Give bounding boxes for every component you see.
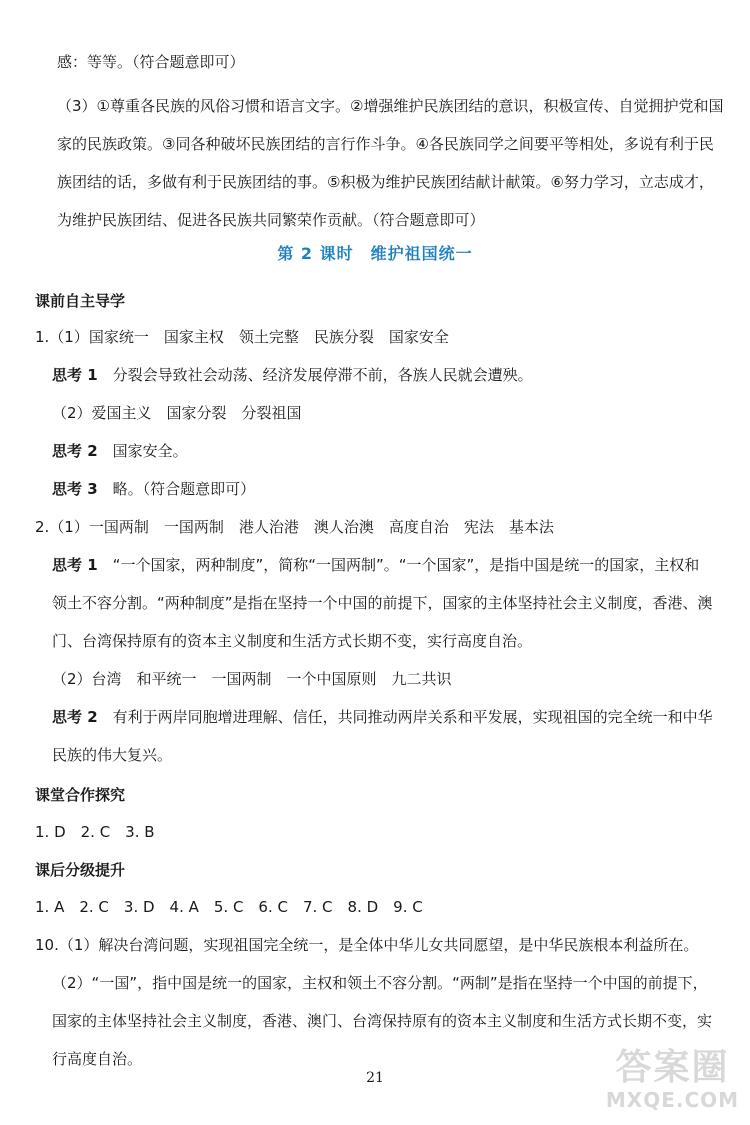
text-line: 思考 1 “一个国家，两种制度”，简称“一国两制”。“一个国家”，是指中国是统一的国家，主权和 [52,556,700,574]
text-line: 门、台湾保持原有的资本主义制度和生活方式长期不变，实行高度自治。 [52,632,533,650]
page-number: 21 [366,1070,384,1086]
text-line: 思考 1 分裂会导致社会动荡、经济发展停滞不前，各族人民就会遭殃。 [52,366,533,384]
text-line: 1. D 2. C 3. B [35,823,155,841]
text-line: 10.（1）解决台湾问题，实现祖国完全统一，是全体中华儿女共同愿望，是中华民族根本利益所在。 [35,936,699,954]
section-heading-class: 课堂合作探究 [35,786,126,804]
text-line: （2）“一国”，指中国是统一的国家，主权和领土不容分割。“两制”是指在坚持一个中国的前提下， [52,974,708,992]
text-line: 族团结的话，多做有利于民族团结的事。⑤积极为维护民族团结献计献策。⑥努力学习，立志成才， [57,173,714,191]
text-line: 2.（1）一国两制 一国两制 港人治港 澳人治澳 高度自治 宪法 基本法 [35,518,554,536]
text-line: 思考 3 略。（符合题意即可） [52,480,256,498]
text-line: 国家的主体坚持社会主义制度，香港、澳门、台湾保持原有的资本主义制度和生活方式长期不变，实 [52,1012,713,1030]
lesson-title: 第 2 课时 维护祖国统一 [277,244,473,263]
watermark-logo [605,1047,740,1117]
text-line: 思考 2 国家安全。 [52,442,188,460]
section-heading-after: 课后分级提升 [35,861,126,879]
text-line: 思考 2 有利于两岸同胞增进理解、信任，共同推动两岸关系和平发展，实现祖国的完全统一和中华 [52,708,713,726]
text-line: 为维护民族团结、促进各民族共同繁荣作贡献。（符合题意即可） [57,211,485,229]
text-line: 领土不容分割。“两种制度”是指在坚持一个中国的前提下，国家的主体坚持社会主义制度，香港、澳 [52,594,713,612]
text-line: 行高度自治。 [52,1050,143,1068]
text-line: 民族的伟大复兴。 [52,746,173,764]
section-heading-pre: 课前自主导学 [35,292,126,310]
watermark-logo-text: 答案圈 [615,1047,730,1088]
text-line: （2）爱国主义 国家分裂 分裂祖国 [52,404,302,422]
text-line: （3）①尊重各民族的风俗习惯和语言文字。②增强维护民族团结的意识，积极宣传、自觉拥护党和国 [57,97,724,115]
text-line: 1.（1）国家统一 国家主权 领土完整 民族分裂 国家安全 [35,328,449,346]
watermark-domain: MXQE.COM [605,1088,740,1112]
text-line: 感：等等。（符合题意即可） [57,53,245,71]
text-line: （2）台湾 和平统一 一国两制 一个中国原则 九二共识 [52,670,452,688]
text-line: 1. A 2. C 3. D 4. A 5. C 6. C 7. C 8. D 9. C [35,898,423,916]
text-line: 家的民族政策。③同各种破坏民族团结的言行作斗争。④各民族同学之间要平等相处，多说有利于民 [57,135,714,153]
